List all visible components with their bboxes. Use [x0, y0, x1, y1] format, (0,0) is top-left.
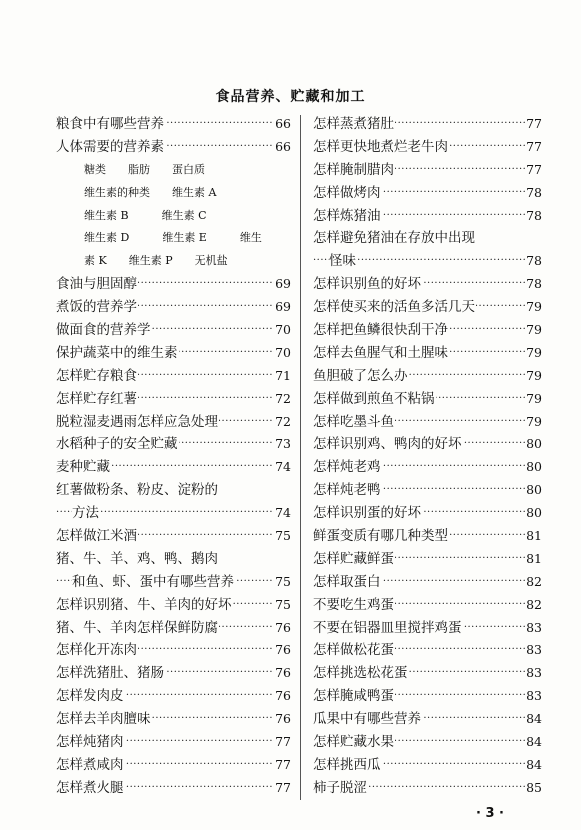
toc-entry-title: 怎样贮藏水果: [313, 734, 394, 751]
toc-entry: [313, 205, 542, 228]
toc-entry: [56, 754, 291, 777]
toc-entry-title: 怎样识别蛋的好坏: [313, 505, 421, 522]
toc-entry-title: 怎样煮咸肉: [56, 756, 124, 773]
toc-entry: [313, 182, 542, 205]
toc-entry: [313, 365, 542, 388]
toc-entry-page: 73: [274, 433, 291, 456]
toc-entry-page: 69: [274, 296, 291, 319]
toc-entry: [56, 502, 291, 525]
toc-entry-title: 怎样把鱼鳞很快刮干净: [313, 322, 448, 339]
toc-right-column: [313, 113, 542, 800]
toc-entry: [56, 388, 291, 411]
toc-entry: [313, 754, 542, 777]
toc-entry-title: 不要吃生鸡蛋: [313, 596, 394, 613]
toc-entry-page: 70: [274, 342, 291, 365]
toc-entry-title: 做面食的营养学: [56, 322, 151, 339]
toc-entry-page: 76: [274, 617, 291, 640]
column-divider: [300, 115, 301, 800]
toc-entry-title: 糖类 脂肪 蛋白质: [84, 162, 205, 176]
toc-entry-title: 怎样发肉皮: [56, 688, 124, 705]
toc-entry-title: 怎样炖猪肉: [56, 734, 124, 751]
toc-entry: [56, 342, 291, 365]
section-title: 食品营养、贮藏和加工: [215, 89, 366, 105]
toc-entry: [56, 159, 291, 182]
toc-entry: [313, 479, 542, 502]
toc-entry-page: 79: [525, 296, 542, 319]
toc-entry: [56, 365, 291, 388]
toc-entry-page: 66: [274, 113, 291, 136]
toc-entry-title: 怎样化开冻肉: [56, 642, 137, 659]
toc-entry: [56, 456, 291, 479]
toc-entry-page: 77: [525, 159, 542, 182]
toc-entry: [313, 777, 542, 800]
toc-entry: [56, 639, 291, 662]
toc-entry: [56, 433, 291, 456]
toc-entry-title: 怎样识别猪、牛、羊肉的好坏: [56, 596, 232, 613]
toc-entry-title: 怎样做烤肉: [313, 184, 381, 201]
toc-entry: [56, 708, 291, 731]
toc-entry: [313, 296, 542, 319]
toc-entry: [56, 319, 291, 342]
toc-entry-title: 怎样挑选松花蛋: [313, 665, 408, 682]
toc-entry-title: 怎样做江米酒: [56, 528, 137, 545]
toc-entry: [56, 571, 291, 594]
toc-entry-page: 75: [274, 594, 291, 617]
toc-entry-title: 猪、牛、羊肉怎样保鲜防腐: [56, 619, 218, 636]
toc-entry-title: 维生素的种类 维生素 A: [84, 185, 217, 199]
toc-entry-page: 79: [525, 365, 542, 388]
toc-entry: [313, 639, 542, 662]
toc-entry-title: 水稻种子的安全贮藏: [56, 436, 178, 453]
toc-entry-title: 食油与胆固醇: [56, 276, 137, 293]
toc-entry: [56, 136, 291, 159]
toc-entry: [313, 319, 542, 342]
toc-entry-page: 83: [525, 617, 542, 640]
toc-entry-page: 77: [274, 754, 291, 777]
toc-entry: [56, 250, 291, 273]
toc-entry-page: 79: [525, 388, 542, 411]
toc-left-column: [56, 113, 291, 800]
toc-entry: [313, 411, 542, 434]
toc-entry-page: 82: [525, 571, 542, 594]
toc-entry-page: 84: [525, 731, 542, 754]
toc-entry: [313, 571, 542, 594]
toc-entry: [313, 433, 542, 456]
toc-entry: [313, 708, 542, 731]
toc-entry-page: 82: [525, 594, 542, 617]
toc-entry-page: 80: [525, 479, 542, 502]
toc-entry-page: 66: [274, 136, 291, 159]
toc-entry-page: 78: [525, 182, 542, 205]
toc-entry-page: 78: [525, 250, 542, 273]
toc-entry-title: 保护蔬菜中的维生素: [56, 344, 178, 361]
toc-entry-title: 怎样腌咸鸭蛋: [313, 688, 394, 705]
toc-entry-title: 和鱼、虾、蛋中有哪些营养: [72, 573, 234, 590]
toc-entry: [56, 662, 291, 685]
toc-entry: [56, 227, 291, 250]
toc-entry: [313, 227, 542, 250]
toc-entry-page: 72: [274, 388, 291, 411]
toc-entry: [56, 594, 291, 617]
toc-entry: [56, 182, 291, 205]
toc-entry-title: 怎样炖老鸡: [313, 459, 381, 476]
toc-entry: [313, 617, 542, 640]
toc-entry-page: 75: [274, 571, 291, 594]
toc-entry-page: 79: [525, 411, 542, 434]
toc-entry-title: 怎样更快地煮烂老牛肉: [313, 138, 448, 155]
toc-entry-title: 红薯做粉条、粉皮、淀粉的: [56, 482, 218, 499]
toc-entry: [56, 731, 291, 754]
toc-entry-title: 怎样蒸煮猪肚: [313, 116, 394, 132]
toc-entry: [313, 685, 542, 708]
toc-entry-title: 维生素 D 维生素 E 维生: [84, 231, 262, 245]
toc-entry-title: 怎样炖老鸭: [313, 482, 381, 499]
toc-entry-title: 猪、牛、羊、鸡、鸭、鹅肉: [56, 550, 218, 567]
toc-entry: [56, 777, 291, 800]
toc-entry-page: 69: [274, 273, 291, 296]
toc-entry-title: 怎样贮藏鲜蛋: [313, 550, 394, 567]
page-number: · 3 ·: [476, 806, 504, 821]
toc-entry: [56, 273, 291, 296]
toc-entry-page: 77: [525, 136, 542, 159]
toc-entry-title: 不要在铝器皿里搅拌鸡蛋: [313, 619, 462, 636]
toc-entry-page: 81: [525, 548, 542, 571]
toc-entry-title: 怎样去羊肉膻味: [56, 711, 151, 728]
toc-entry-title: 维生素 B 维生素 C: [84, 208, 207, 222]
toc-entry-page: 74: [274, 456, 291, 479]
toc-entry: [56, 411, 291, 434]
toc-entry: [313, 525, 542, 548]
toc-entry: [313, 456, 542, 479]
toc-entry-title: 脱粒湿麦遇雨怎样应急处理: [56, 413, 218, 430]
toc-entry: [56, 296, 291, 319]
toc-entry-title: 怎样去鱼腥气和土腥味: [313, 344, 448, 361]
toc-entry: [313, 273, 542, 296]
toc-entry-title: 素 K 维生素 P 无机盐: [84, 254, 228, 268]
toc-entry-page: 75: [274, 525, 291, 548]
toc-entry-page: 83: [525, 685, 542, 708]
toc-entry-page: 79: [525, 319, 542, 342]
toc-entry-title: 瓜果中有哪些营养: [313, 711, 421, 728]
toc-entry-page: 78: [525, 273, 542, 296]
toc-entry-page: 85: [525, 777, 542, 800]
toc-entry-title: 粮食中有哪些营养: [56, 116, 164, 132]
toc-entry-title: 怪味: [329, 253, 356, 270]
toc-entry-title: 怎样做到煎鱼不粘锅: [313, 390, 435, 407]
toc-entry-page: 76: [274, 662, 291, 685]
toc-entry: [56, 617, 291, 640]
toc-entry: [56, 113, 291, 136]
toc-entry-title: 怎样炼猪油: [313, 207, 381, 224]
toc-entry-title: 怎样贮存粮食: [56, 367, 137, 384]
toc-entry-page: 80: [525, 502, 542, 525]
toc-entry: [56, 685, 291, 708]
toc-entry: [313, 548, 542, 571]
toc-entry-title: 怎样贮存红薯: [56, 390, 137, 407]
toc-entry-title: 鱼胆破了怎么办: [313, 367, 408, 384]
toc-entry-page: 70: [274, 319, 291, 342]
toc-entry-title: 怎样腌制腊肉: [313, 161, 394, 178]
toc-entry-page: 83: [525, 639, 542, 662]
toc-entry-page: 76: [274, 639, 291, 662]
toc-entry-title: 方法: [72, 505, 99, 522]
toc-entry-page: 76: [274, 708, 291, 731]
toc-entry-title: 煮饭的营养学: [56, 299, 137, 316]
toc-entry-title: 怎样取蛋白: [313, 573, 381, 590]
toc-entry-title: 怎样使买来的活鱼多活几天: [313, 299, 475, 316]
toc-entry-title: 怎样识别鱼的好坏: [313, 276, 421, 293]
toc-entry: [313, 502, 542, 525]
toc-entry-page: 83: [525, 662, 542, 685]
toc-entry: [313, 136, 542, 159]
toc-entry-page: 80: [525, 433, 542, 456]
toc-entry-title: 怎样识别鸡、鸭肉的好坏: [313, 436, 462, 453]
toc-entry-page: 72: [274, 411, 291, 434]
toc-entry: [313, 662, 542, 685]
toc-entry-page: 79: [525, 342, 542, 365]
toc-entry-page: 84: [525, 754, 542, 777]
toc-entry: [56, 479, 291, 502]
toc-entry: [313, 594, 542, 617]
toc-entry: [313, 388, 542, 411]
toc-entry-title: 怎样避免猪油在存放中出现: [313, 230, 475, 247]
toc-entry: [313, 113, 542, 136]
toc-entry: [313, 731, 542, 754]
toc-entry-title: 柿子脱涩: [313, 779, 367, 796]
toc-entry-page: 78: [525, 205, 542, 228]
toc-entry-title: 怎样洗猪肚、猪肠: [56, 665, 164, 682]
toc-entry-page: 77: [274, 731, 291, 754]
toc-entry: [56, 548, 291, 571]
toc-entry-page: 76: [274, 685, 291, 708]
toc-entry-page: 77: [274, 777, 291, 800]
toc-entry-page: 74: [274, 502, 291, 525]
toc-entry-page: 80: [525, 456, 542, 479]
toc-entry-title: 鲜蛋变质有哪几种类型: [313, 528, 448, 545]
toc-entry-page: 81: [525, 525, 542, 548]
toc-entry-title: 怎样煮火腿: [56, 779, 124, 796]
toc-entry: [56, 525, 291, 548]
toc-entry-title: 怎样吃墨斗鱼: [313, 413, 394, 430]
toc-entry-title: 怎样做松花蛋: [313, 642, 394, 659]
toc-entry: [313, 159, 542, 182]
toc-entry: [313, 250, 542, 273]
toc-entry: [56, 205, 291, 228]
toc-entry-page: 71: [274, 365, 291, 388]
toc-entry-page: 77: [525, 113, 542, 136]
toc-entry-title: 麦种贮藏: [56, 459, 110, 476]
toc-entry-title: 人体需要的营养素: [56, 138, 164, 155]
toc-entry-title: 怎样挑西瓜: [313, 756, 381, 773]
toc-entry: [313, 342, 542, 365]
toc-entry-page: 84: [525, 708, 542, 731]
